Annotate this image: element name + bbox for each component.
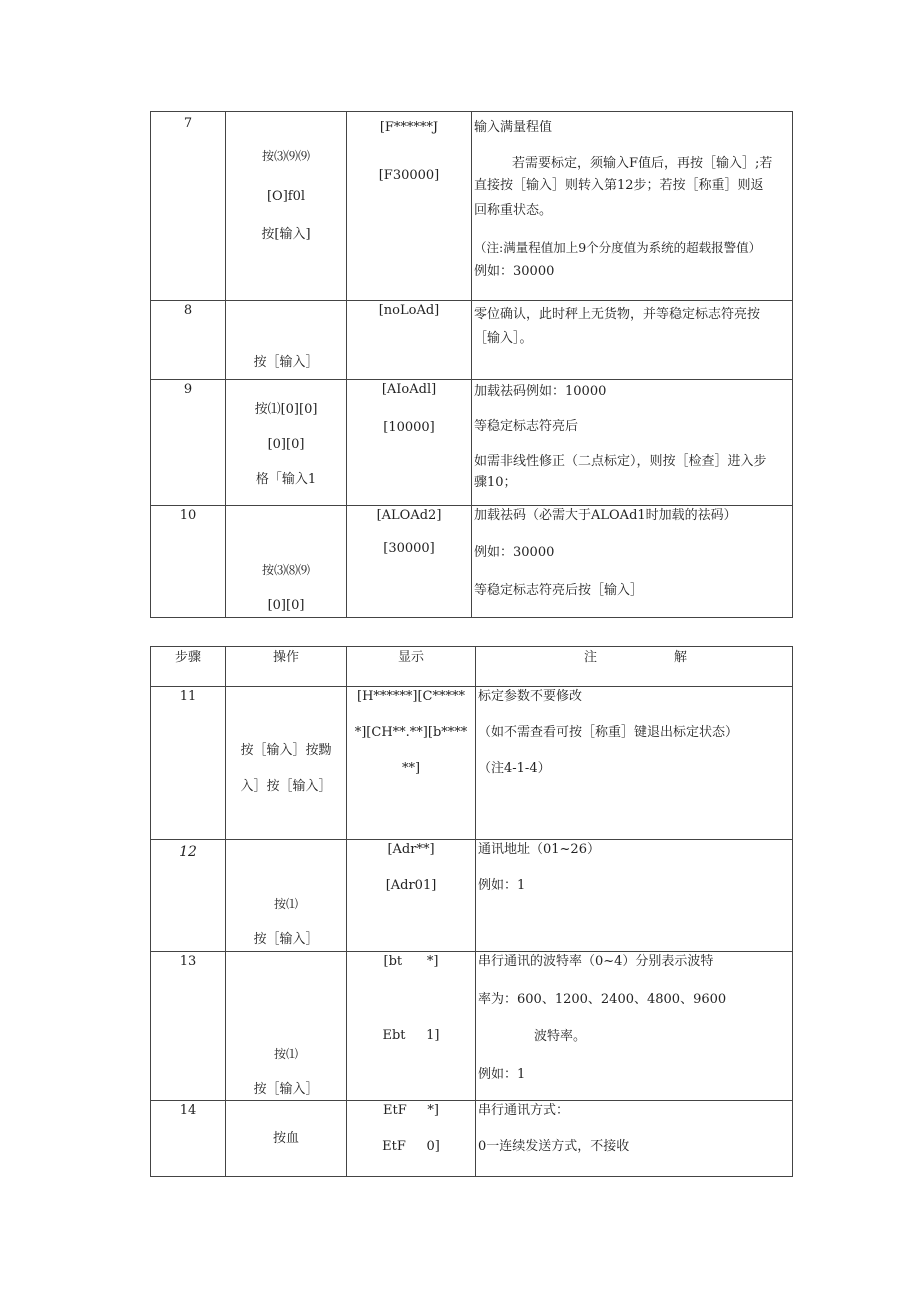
display-text: [H******][C***** [357, 689, 465, 704]
note-text: 串行通讯方式： [478, 1103, 570, 1118]
note-text: 加载祛码例如：10000 [474, 384, 607, 399]
table-row [151, 301, 793, 380]
operation-text: 按血 [272, 1131, 299, 1146]
operation-text: 按［输入］ [253, 932, 319, 947]
display-text: [Adr01] [385, 878, 437, 893]
note-text: 率为：600、1200、2400、4800、9600 [478, 992, 727, 1007]
display-text: EtF *] [383, 1103, 439, 1118]
display-text: Ebt 1] [382, 1028, 440, 1043]
note-text: 例如：30000 [474, 545, 555, 560]
note-text: 如需非线性修正（二点标定），则按［检查］进入步 [474, 454, 767, 469]
note-text: 等稳定标志符亮后按［输入］ [474, 583, 644, 598]
note-text: 直接按［输入］则转入第12步；若按［称重］则返 [474, 178, 764, 193]
operation-text: 按⑶⑻⑼ [261, 563, 310, 577]
display-text: [noLoAd] [378, 303, 440, 318]
display-text: *][CH**.**][b**** [354, 725, 468, 740]
note-text: （如不需查看可按［称重］键退出标定状态） [478, 725, 739, 740]
step-number: 13 [179, 954, 197, 969]
display-text: **] [401, 761, 421, 776]
display-text: EtF 0] [382, 1139, 440, 1154]
operation-text: 按⑴ [273, 897, 298, 911]
header-display: 显示 [397, 650, 424, 665]
note-text: （注4-1-4） [478, 761, 551, 776]
header-step: 步骤 [174, 650, 201, 665]
step-number: 10 [179, 508, 197, 523]
operation-text: 格「输入1 [255, 472, 317, 487]
table-row [151, 1101, 793, 1177]
operation-text: 按[输入] [261, 227, 311, 242]
step-number: 7 [183, 116, 193, 131]
calibration-table-2 [150, 646, 793, 1177]
operation-text: 按⑴[0][0] [254, 402, 318, 417]
note-text: （注:满量程值加上9个分度值为系统的超载报警值） [474, 240, 762, 255]
header-operation: 操作 [272, 650, 299, 665]
operation-text: 按［输入］ [253, 1082, 319, 1097]
display-text: [ALOAd2] [376, 508, 442, 523]
table-row [151, 840, 793, 952]
note-text: 0一连续发送方式，不接收 [478, 1139, 630, 1154]
note-text: 例如：1 [478, 1067, 526, 1082]
operation-text: 入］按［输入］ [240, 779, 332, 794]
display-text: [10000] [383, 420, 435, 435]
table-row [151, 112, 793, 301]
step-number: 9 [183, 382, 193, 397]
operation-text: 按［输入］ [253, 355, 319, 370]
operation-text: 按［输入］按黝 [240, 743, 332, 758]
display-text: [F******J [379, 120, 439, 135]
note-text: 等稳定标志符亮后 [474, 419, 579, 434]
table-row [151, 380, 793, 506]
table-row [151, 952, 793, 1101]
note-text: 波特率。 [534, 1029, 587, 1044]
operation-text: [O]f0l [266, 189, 306, 204]
operation-text: [0][0] [267, 598, 305, 613]
note-text: 串行通讯的波特率（0~4）分别表示波特 [478, 954, 714, 969]
table-header-row [151, 647, 793, 687]
note-text: 若需要标定，须输入F值后，再按［输入］;若 [512, 156, 773, 171]
table-row [151, 687, 793, 840]
note-text: 标定参数不要修改 [478, 689, 583, 704]
table-row [151, 506, 793, 618]
note-text: 骤10； [474, 475, 517, 490]
display-text: [F30000] [378, 168, 440, 183]
step-number: 8 [183, 303, 193, 318]
note-text: 输入满量程值 [474, 120, 553, 135]
display-text: [bt *] [383, 954, 439, 969]
note-text: ［输入］。 [474, 331, 533, 346]
note-text: 零位确认，此时秤上无货物，并等稳定标志符亮按 [474, 307, 761, 322]
note-text: 例如：1 [478, 878, 526, 893]
note-text: 回称重状态。 [474, 203, 553, 218]
calibration-table-1 [150, 111, 793, 618]
step-number: 14 [179, 1103, 197, 1118]
header-note: 解 [674, 650, 688, 665]
note-text: 加载祛码（必需大于ALOAd1时加载的祛码） [474, 508, 737, 523]
step-number: 12 [179, 844, 197, 860]
display-text: [AIoAdl] [381, 382, 437, 397]
note-text: 例如：30000 [474, 264, 555, 279]
note-text: 通讯地址（01~26） [478, 842, 600, 857]
operation-text: 按⑴ [273, 1047, 298, 1061]
header-note: 注 [584, 650, 598, 665]
operation-text: 按⑶⑼⑼ [261, 149, 310, 163]
operation-text: [0][0] [267, 437, 305, 452]
step-number: 11 [179, 689, 197, 704]
display-text: [30000] [383, 541, 435, 556]
display-text: [Adr**] [387, 842, 435, 857]
